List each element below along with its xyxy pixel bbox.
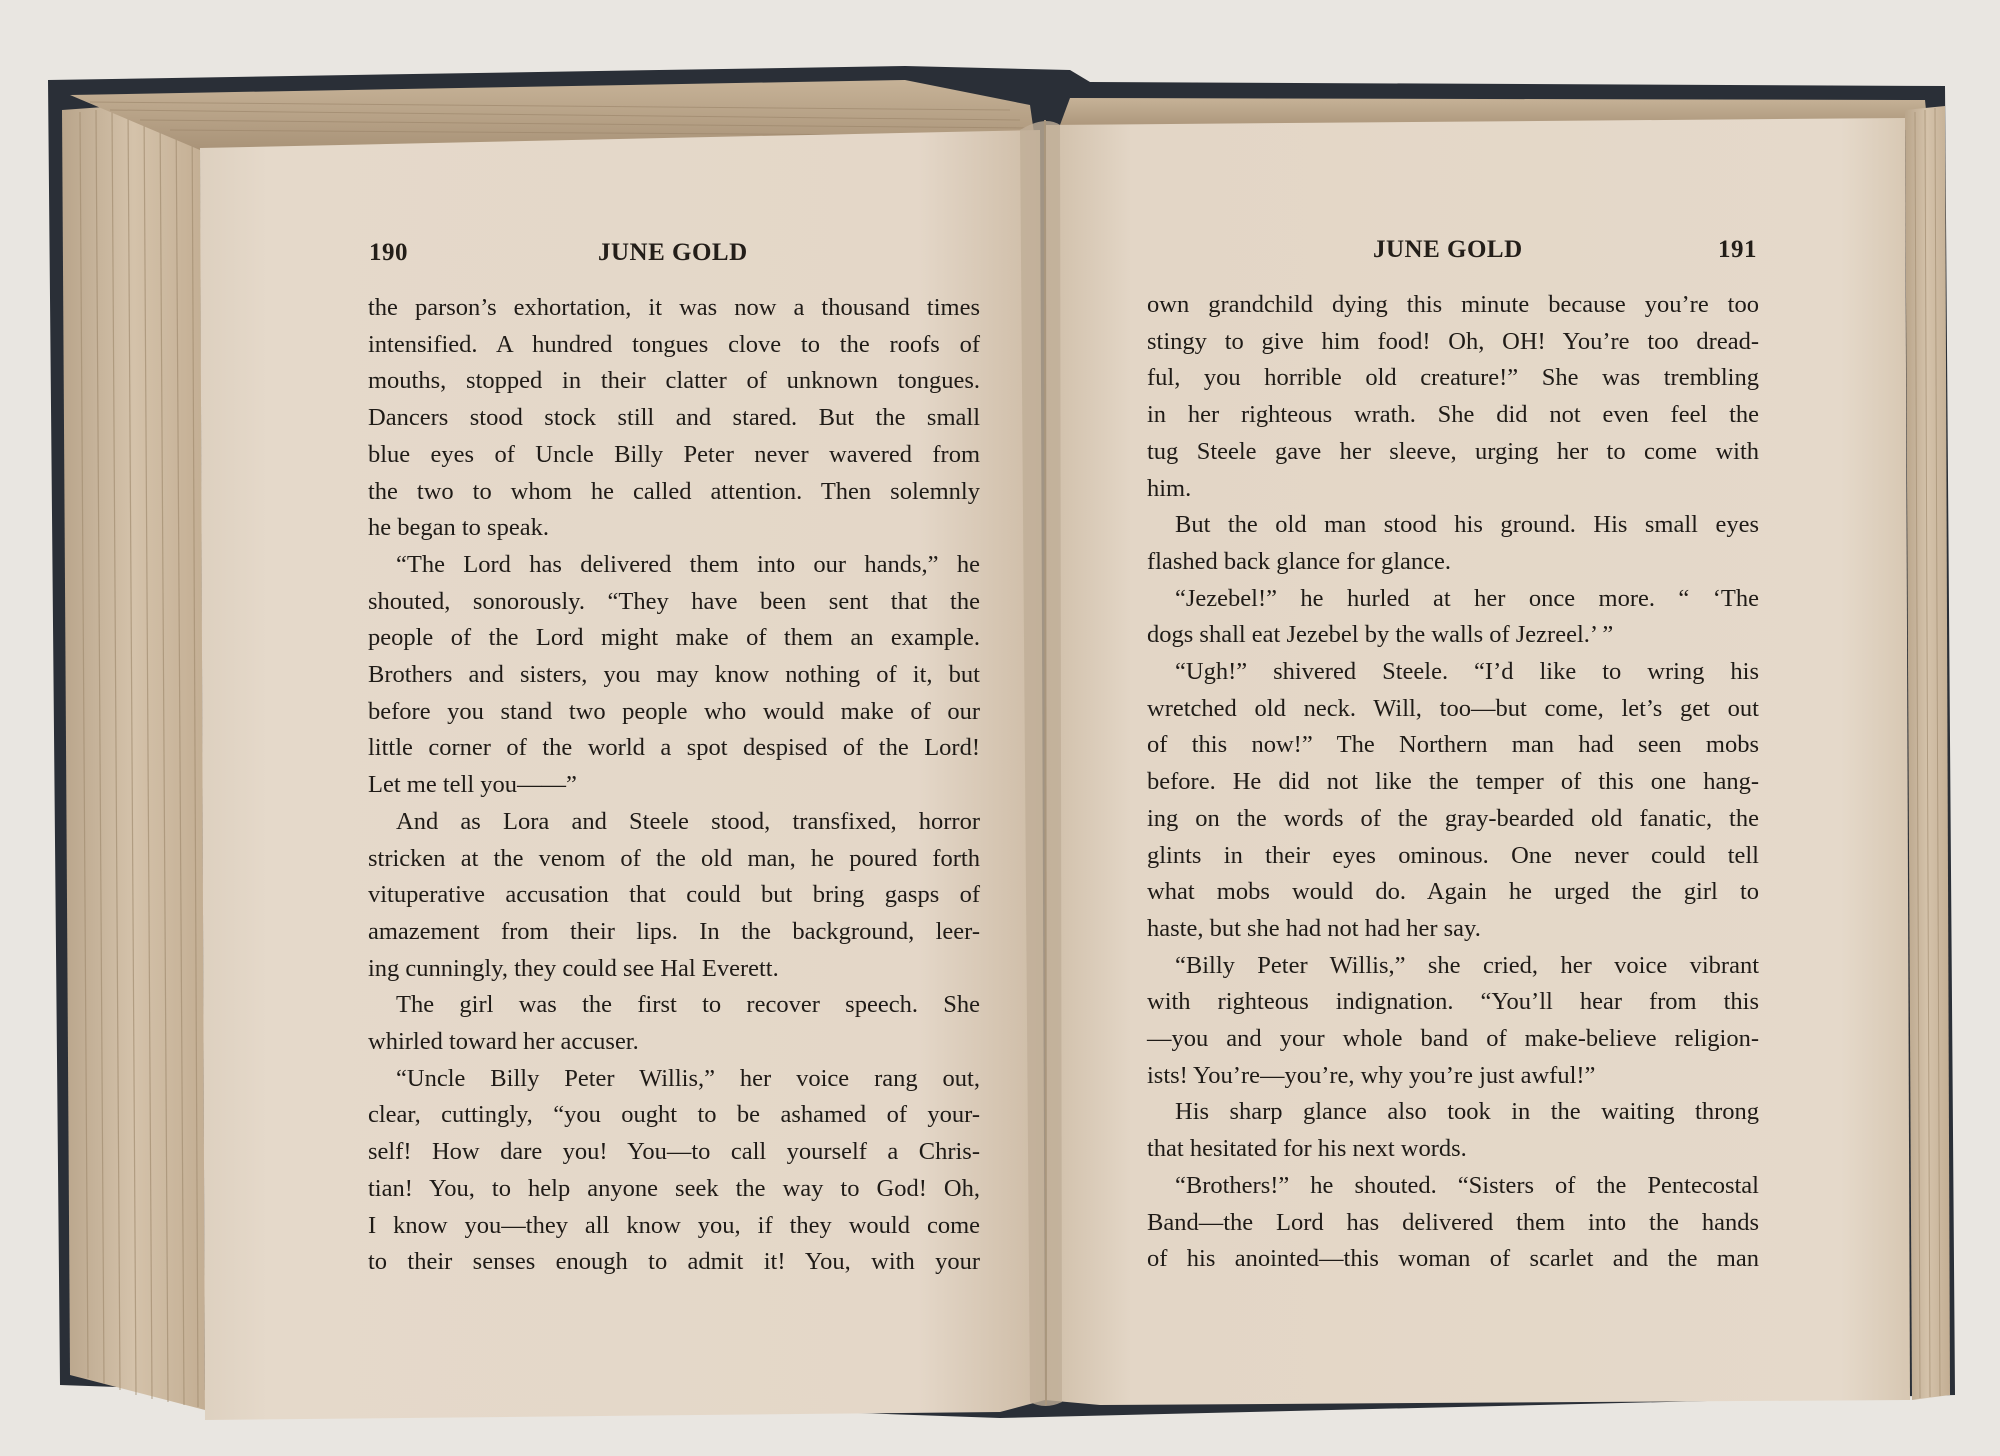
text-line: Band—the Lord has delivered them into the hands — [1147, 1208, 1759, 1236]
left-page-number: 190 — [369, 239, 408, 266]
text-line: in her righteous wrath. She did not even feel the — [1147, 401, 1759, 429]
text-line: flashed back glance for glance. — [1147, 547, 1452, 575]
text-line: what mobs would do. Again he urged the girl to — [1147, 878, 1759, 906]
text-line: the two to whom he called attention. Then solemnly — [368, 477, 980, 505]
left-running-head: JUNE GOLD — [598, 239, 748, 266]
text-line: And as Lora and Steele stood, transfixed, horror — [396, 807, 980, 835]
text-line: he began to speak. — [368, 514, 549, 542]
text-line: Brothers and sisters, you may know nothing of it, but — [368, 661, 980, 688]
right-page-text — [1147, 236, 1759, 1286]
text-line: shouted, sonorously. “They have been sent that the — [368, 587, 980, 615]
text-line: “Billy Peter Willis,” she cried, her voice vibrant — [1175, 951, 1759, 979]
text-line: the parson’s exhortation, it was now a thousand times — [368, 294, 980, 321]
text-line: “The Lord has delivered them into our hands,” he — [396, 550, 980, 578]
text-line: little corner of the world a spot despised of the Lord! — [368, 734, 980, 762]
text-line: intensified. A hundred tongues clove to the roofs of — [368, 330, 980, 358]
text-line: wretched old neck. Will, too—but come, let’s get out — [1147, 694, 1759, 722]
text-line: of his anointed—this woman of scarlet and the man — [1147, 1245, 1759, 1273]
text-line: tug Steele gave her sleeve, urging her to come with — [1147, 437, 1759, 465]
text-line: “Ugh!” shivered Steele. “I’d like to wring his — [1175, 658, 1759, 685]
text-line: —you and your whole band of make-believe religion- — [1147, 1025, 1759, 1052]
text-line: whirled toward her accuser. — [368, 1028, 639, 1055]
text-line: His sharp glance also took in the waiting throng — [1175, 1098, 1759, 1126]
text-line: Dancers stood stock still and stared. But the small — [368, 404, 980, 432]
text-line: glints in their eyes ominous. One never could tell — [1147, 841, 1759, 869]
text-line: before you stand two people who would make of our — [368, 697, 980, 725]
text-line: of this now!” The Northern man had seen mobs — [1147, 731, 1759, 759]
text-line: “Uncle Billy Peter Willis,” her voice rang out, — [396, 1064, 980, 1092]
text-line: blue eyes of Uncle Billy Peter never wavered from — [368, 440, 980, 468]
text-line: dogs shall eat Jezebel by the walls of Jezreel.’ ” — [1147, 621, 1614, 649]
text-line: ful, you horrible old creature!” She was trembling — [1147, 364, 1759, 392]
text-line: Let me tell you——” — [368, 771, 577, 799]
left-page-text — [368, 236, 980, 1286]
text-line: “Jezebel!” he hurled at her once more. “ ‘The — [1175, 584, 1759, 612]
text-line: vituperative accusation that could but bring gasps of — [368, 881, 980, 909]
text-line: “Brothers!” he shouted. “Sisters of the Pentecostal — [1175, 1171, 1759, 1199]
text-line: stingy to give him food! Oh, OH! You’re too dread- — [1147, 327, 1759, 355]
text-line: I know you—they all know you, if they would come — [368, 1211, 980, 1239]
text-line: clear, cuttingly, “you ought to be ashamed of your- — [368, 1101, 980, 1129]
text-line: that hesitated for his next words. — [1147, 1135, 1467, 1163]
text-line: him. — [1147, 474, 1192, 502]
text-line: self! How dare you! You—to call yourself a Chris- — [368, 1138, 980, 1166]
text-line: haste, but she had not had her say. — [1147, 914, 1481, 942]
text-line: mouths, stopped in their clatter of unknown tongues. — [368, 367, 980, 395]
text-line: people of the Lord might make of them an example. — [368, 624, 980, 652]
text-line: own grandchild dying this minute because you’re too — [1147, 291, 1759, 318]
right-page-number: 191 — [1718, 236, 1757, 263]
text-line: with righteous indignation. “You’ll hear from this — [1147, 988, 1759, 1016]
text-line: amazement from their lips. In the background, leer- — [368, 917, 980, 945]
text-line: The girl was the first to recover speech. She — [396, 991, 980, 1019]
text-line: tian! You, to help anyone seek the way to God! Oh, — [368, 1174, 980, 1202]
text-line: But the old man stood his ground. His small eyes — [1175, 511, 1759, 539]
text-line: ists! You’re—you’re, why you’re just awful!” — [1147, 1061, 1596, 1089]
text-line: ing cunningly, they could see Hal Everett. — [368, 954, 779, 982]
right-running-head: JUNE GOLD — [1373, 236, 1523, 263]
text-line: stricken at the venom of the old man, he poured forth — [368, 844, 980, 872]
text-line: ing on the words of the gray-bearded old fanatic, the — [1147, 804, 1759, 832]
text-line: to their senses enough to admit it! You, with your — [368, 1248, 980, 1276]
left-page-stack — [62, 100, 205, 1410]
text-line: before. He did not like the temper of this one hang- — [1147, 768, 1759, 796]
